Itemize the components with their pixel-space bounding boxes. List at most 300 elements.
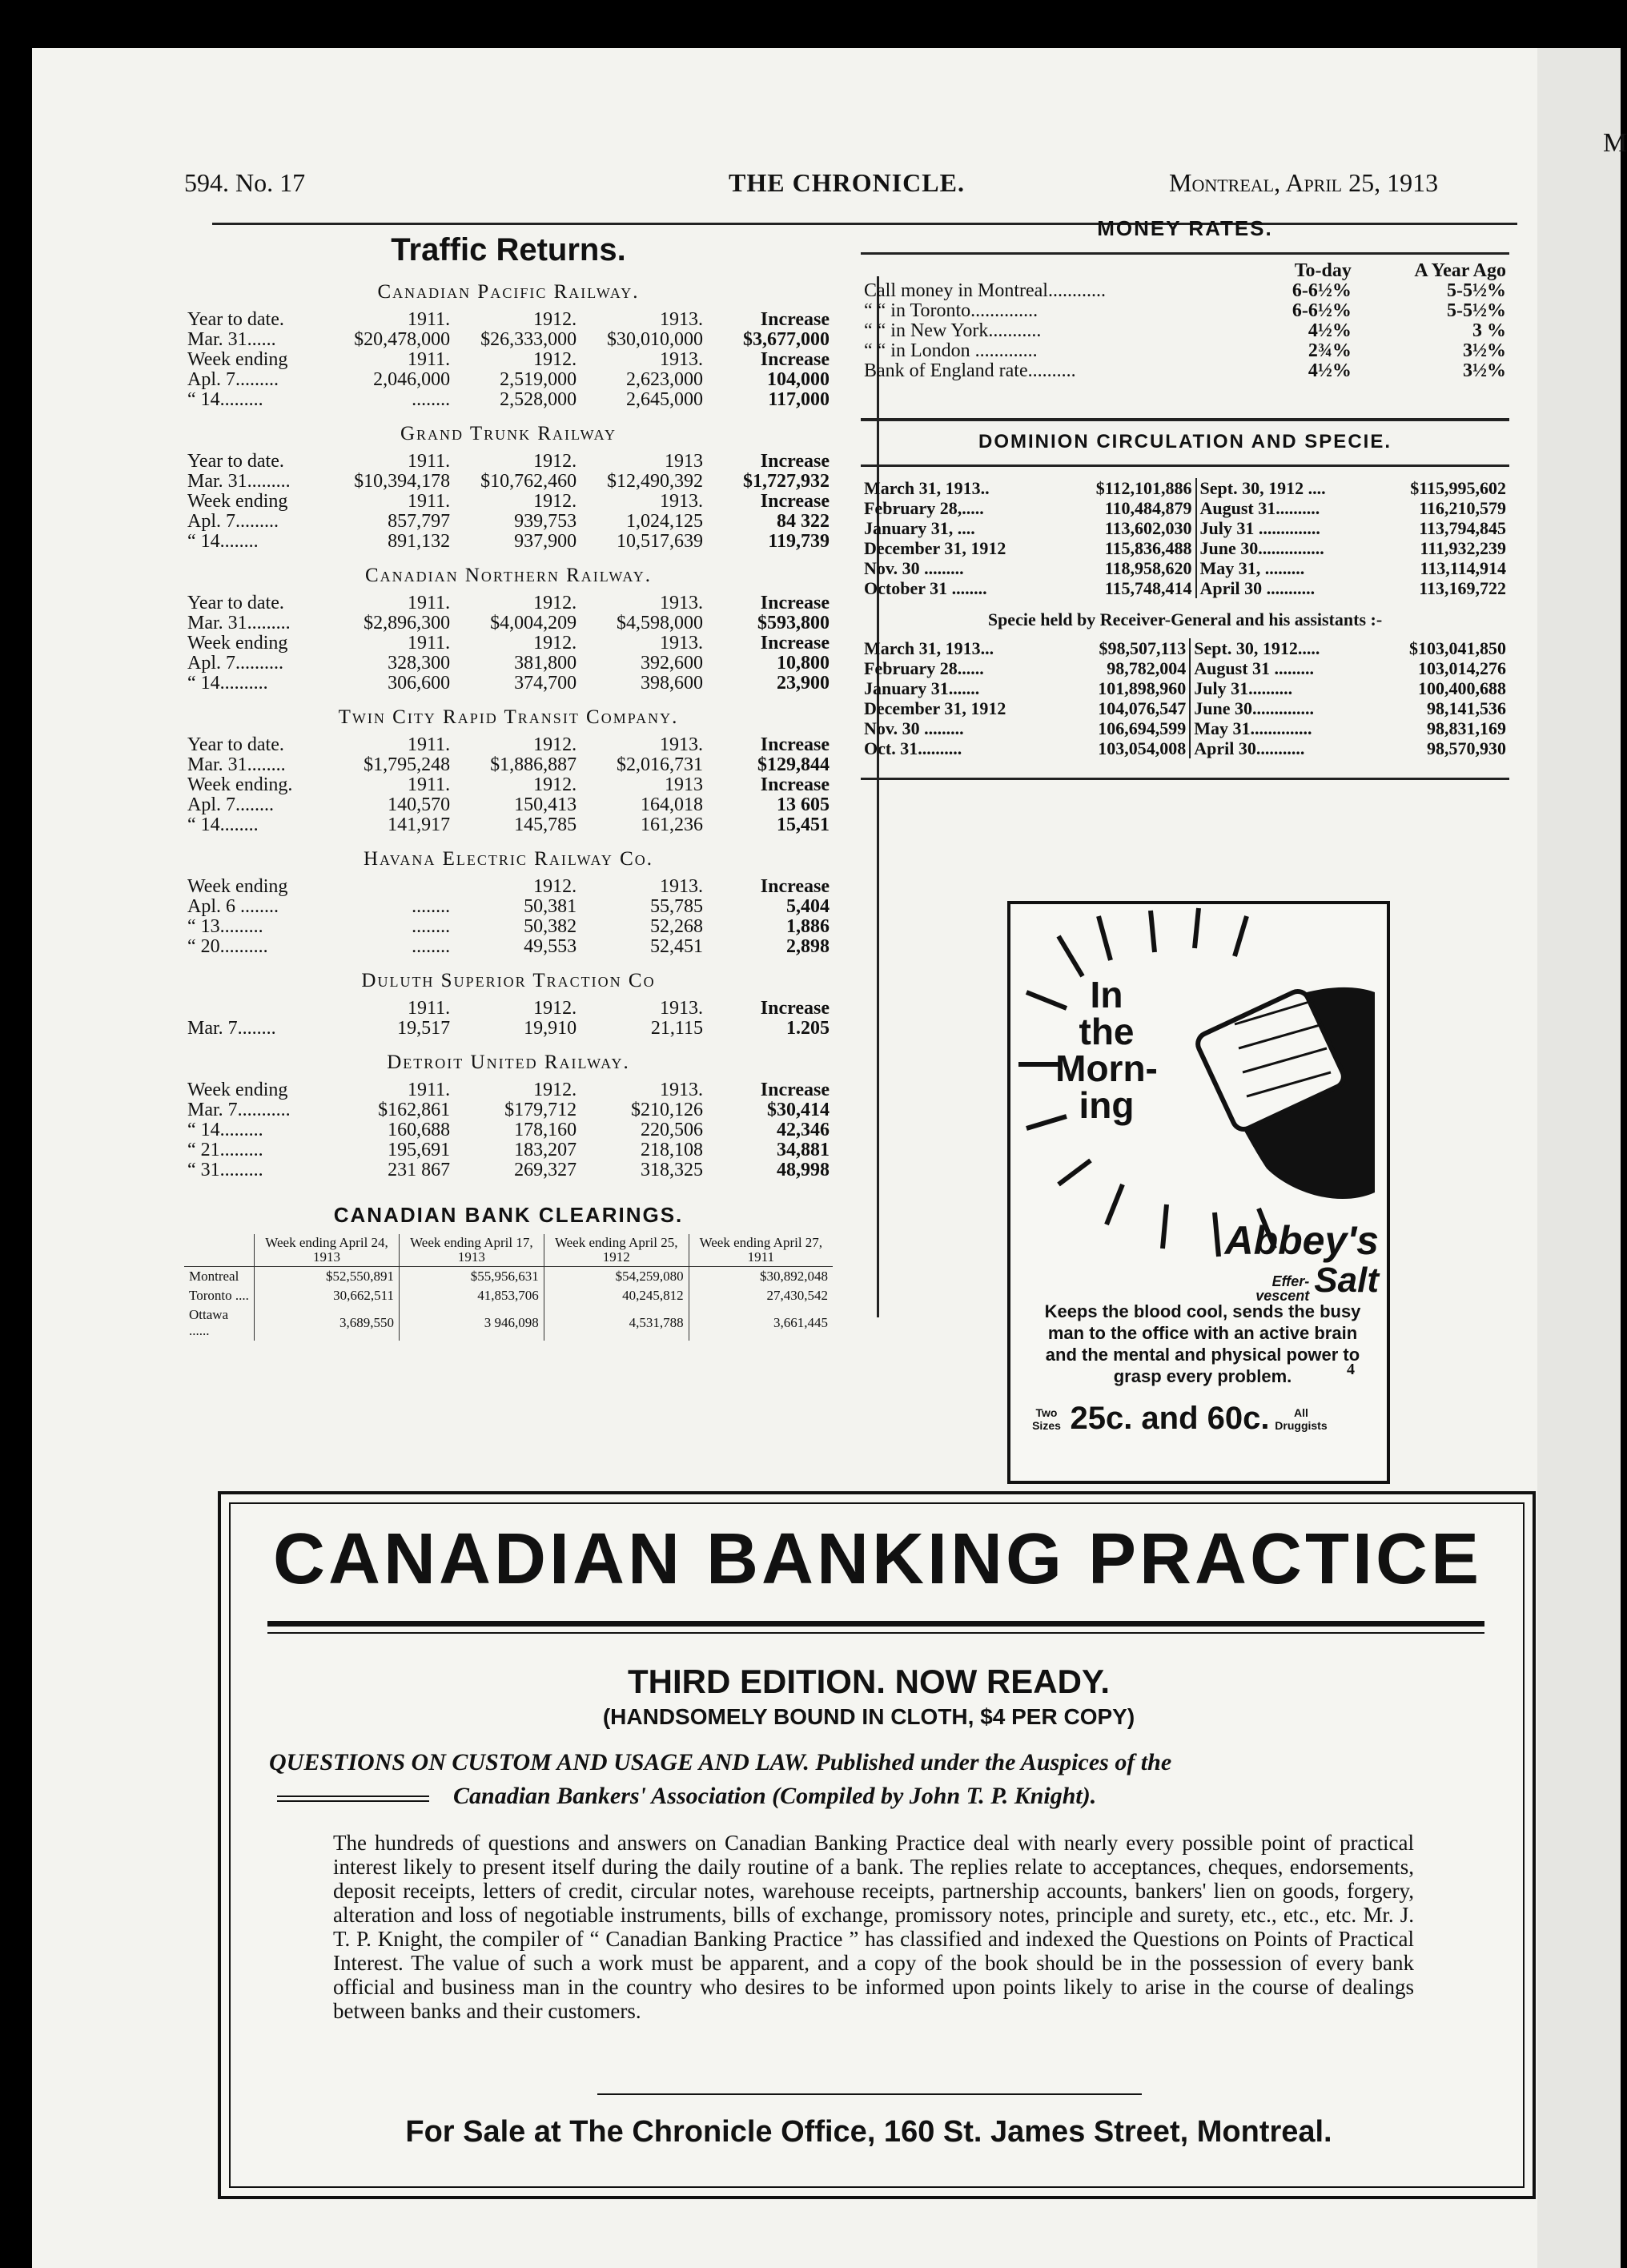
table-cell: Week ending bbox=[187, 876, 288, 897]
table-row bbox=[184, 350, 833, 370]
table-row bbox=[184, 1267, 833, 1287]
table-cell: March 31, 1913.. bbox=[864, 478, 990, 498]
table-cell: 218,108 bbox=[641, 1140, 703, 1160]
clearings-table bbox=[184, 1234, 833, 1341]
table-row bbox=[184, 370, 833, 390]
table-cell: $1,886,887 bbox=[490, 754, 577, 775]
table-cell: Sept. 30, 1912..... bbox=[1190, 638, 1369, 658]
table-cell: 398,600 bbox=[641, 673, 703, 694]
masthead-title: THE CHRONICLE. bbox=[729, 168, 965, 197]
table-row bbox=[184, 735, 833, 755]
table-cell: Year to date. bbox=[187, 451, 284, 472]
table-cell: “ 14......... bbox=[187, 389, 263, 410]
table-cell: 5-5½% bbox=[1447, 280, 1506, 301]
table-cell: Week ending bbox=[187, 491, 288, 512]
column-header: Week ending April 17, 1913 bbox=[399, 1234, 544, 1267]
table-cell: 1912. bbox=[533, 633, 577, 653]
table-cell: 1912. bbox=[533, 998, 577, 1019]
table-cell: 160,688 bbox=[388, 1120, 451, 1140]
table-row bbox=[184, 1305, 833, 1341]
table-cell: 55,785 bbox=[650, 896, 703, 917]
table-cell: 1911. bbox=[408, 593, 451, 613]
table-cell: ........ bbox=[412, 936, 451, 957]
table-row bbox=[184, 512, 833, 532]
table-cell: $1,727,932 bbox=[743, 471, 830, 492]
railway-table bbox=[184, 735, 833, 835]
table-cell: 42,346 bbox=[777, 1120, 830, 1140]
railway-name: Grand Trunk Railway bbox=[400, 423, 617, 444]
table-cell: “ 20.......... bbox=[187, 936, 268, 957]
table-cell: Increase bbox=[760, 876, 830, 897]
table-cell: 1912. bbox=[533, 1080, 577, 1100]
table-cell: 1911. bbox=[408, 998, 451, 1019]
table-cell: $30,892,048 bbox=[689, 1267, 833, 1287]
table-cell: 141,917 bbox=[388, 814, 451, 835]
table-cell: 115,836,488 bbox=[1104, 538, 1192, 558]
money-rule bbox=[861, 252, 1509, 255]
table-row bbox=[861, 678, 1509, 698]
table-cell: $3,677,000 bbox=[743, 329, 830, 350]
table-cell: “ “ in London ............. bbox=[864, 340, 1038, 361]
column-header: Week ending April 25, 1912 bbox=[544, 1234, 689, 1267]
railway-name: Canadian Pacific Railway. bbox=[377, 281, 640, 303]
railway-name: Duluth Superior Traction Co bbox=[361, 970, 656, 991]
table-cell: 103,014,276 bbox=[1418, 658, 1506, 678]
table-cell: 2,046,000 bbox=[373, 369, 451, 390]
table-cell: 10,800 bbox=[777, 653, 830, 674]
circulation-title: DOMINION CIRCULATION AND SPECIE. bbox=[978, 431, 1392, 452]
ad-brand: Abbey's Effer- vescent Salt bbox=[1224, 1218, 1379, 1304]
column-header: Week ending April 27, 1911 bbox=[689, 1234, 833, 1267]
table-cell: “ 13......... bbox=[187, 916, 263, 937]
table-cell: Apl. 7......... bbox=[187, 511, 279, 532]
railway-name: Detroit United Railway. bbox=[387, 1052, 630, 1073]
table-cell: $593,800 bbox=[757, 613, 830, 633]
table-cell: Toronto .... bbox=[189, 1288, 249, 1303]
table-cell: 15,451 bbox=[777, 814, 830, 835]
table-cell: 1911. bbox=[408, 451, 451, 472]
table-row bbox=[184, 1100, 833, 1120]
table-row bbox=[184, 653, 833, 674]
money-rates-table bbox=[861, 261, 1509, 381]
table-cell: Oct. 31.......... bbox=[864, 738, 962, 758]
table-row bbox=[184, 937, 833, 957]
table-row bbox=[184, 674, 833, 694]
table-cell: 2,645,000 bbox=[626, 389, 703, 410]
table-row bbox=[861, 698, 1509, 718]
table-cell: Year to date. bbox=[187, 309, 284, 330]
table-cell: Sept. 30, 1912 .... bbox=[1196, 478, 1373, 498]
table-cell: 10,517,639 bbox=[617, 531, 703, 552]
table-cell: February 28...... bbox=[864, 658, 984, 678]
book-title: CANADIAN BANKING PRACTICE bbox=[273, 1519, 1482, 1599]
table-cell: Bank of England rate.......... bbox=[864, 360, 1076, 381]
table-cell: $129,844 bbox=[757, 754, 830, 775]
railway-table bbox=[184, 1080, 833, 1180]
table-cell: “ 14........ bbox=[187, 531, 259, 552]
table-cell: 113,114,914 bbox=[1420, 558, 1506, 578]
table-cell: Apl. 7.......... bbox=[187, 653, 283, 674]
specie-title: Specie held by Receiver-General and his assistants :- bbox=[987, 609, 1383, 629]
column-header: Week ending April 24, 1913 bbox=[255, 1234, 400, 1267]
table-row bbox=[861, 658, 1509, 678]
table-cell: 1912. bbox=[533, 774, 577, 795]
table-row bbox=[184, 917, 833, 937]
table-cell: Week ending bbox=[187, 1080, 288, 1100]
table-row bbox=[184, 633, 833, 653]
table-row bbox=[184, 472, 833, 492]
ad-price-line: Two Sizes 25c. and 60c. All Druggists bbox=[1032, 1401, 1328, 1436]
table-cell: Week ending. bbox=[187, 774, 293, 795]
table-cell: 220,506 bbox=[641, 1120, 703, 1140]
table-cell: 98,141,536 bbox=[1427, 698, 1506, 718]
table-cell: 1912. bbox=[533, 349, 577, 370]
table-cell: 116,210,579 bbox=[1419, 498, 1506, 518]
table-row bbox=[184, 1080, 833, 1100]
footer-rule bbox=[597, 2093, 1142, 2095]
table-cell: 1911. bbox=[408, 774, 451, 795]
table-cell: 41,853,706 bbox=[399, 1286, 544, 1305]
railway-table bbox=[184, 452, 833, 552]
table-cell: 374,700 bbox=[514, 673, 577, 694]
traffic-returns-title: Traffic Returns. bbox=[391, 232, 626, 267]
table-cell: $26,333,000 bbox=[480, 329, 577, 350]
table-row bbox=[861, 301, 1509, 321]
table-cell: 111,932,239 bbox=[1420, 538, 1506, 558]
table-cell: 1912. bbox=[533, 451, 577, 472]
table-cell: Mar. 7........... bbox=[187, 1100, 291, 1120]
table-cell: April 30 ........... bbox=[1196, 578, 1373, 598]
table-cell: Mar. 31......... bbox=[187, 471, 291, 492]
table-cell: 140,570 bbox=[388, 794, 451, 815]
specie-table bbox=[861, 638, 1509, 758]
table-cell: 1,886 bbox=[786, 916, 830, 937]
table-cell: 1911. bbox=[408, 633, 451, 653]
table-cell bbox=[327, 877, 453, 897]
table-row bbox=[184, 999, 833, 1019]
table-cell: $2,016,731 bbox=[617, 754, 703, 775]
table-cell: 164,018 bbox=[641, 794, 703, 815]
table-cell: April 30........... bbox=[1190, 738, 1369, 758]
table-cell: 3 % bbox=[1472, 320, 1506, 341]
table-cell: 1911. bbox=[408, 349, 451, 370]
table-cell: July 31.......... bbox=[1190, 678, 1369, 698]
table-cell: 1911. bbox=[408, 491, 451, 512]
table-cell bbox=[184, 999, 327, 1019]
table-cell: 115,748,414 bbox=[1104, 578, 1192, 598]
book-subtitle-2: Canadian Bankers' Association (Compiled by John T. P. Knight). bbox=[453, 1783, 1097, 1809]
table-cell: 1913. bbox=[660, 998, 703, 1019]
banking-practice-ad bbox=[218, 1491, 1536, 2199]
dateline: Montreal, April 25, 1913 bbox=[1169, 168, 1439, 197]
table-cell: January 31....... bbox=[864, 678, 980, 698]
railway-table bbox=[184, 310, 833, 410]
table-cell: January 31, .... bbox=[864, 518, 975, 538]
table-cell: 1913. bbox=[660, 633, 703, 653]
table-cell: 891,132 bbox=[388, 531, 451, 552]
table-cell: 3 946,098 bbox=[399, 1305, 544, 1341]
table-row bbox=[184, 775, 833, 795]
book-edition: THIRD EDITION. NOW READY. bbox=[627, 1663, 1110, 1700]
table-cell: “ “ in Toronto.............. bbox=[864, 300, 1038, 321]
table-row bbox=[184, 1286, 833, 1305]
table-cell: 2,623,000 bbox=[626, 369, 703, 390]
table-row bbox=[184, 815, 833, 835]
table-row bbox=[861, 478, 1509, 498]
table-cell: $12,490,392 bbox=[607, 471, 703, 492]
book-footer: For Sale at The Chronicle Office, 160 St. James Street, Montreal. bbox=[405, 2115, 1332, 2149]
table-cell: 1913 bbox=[665, 451, 703, 472]
table-cell: 1913. bbox=[660, 593, 703, 613]
table-row bbox=[184, 1120, 833, 1140]
table-cell: 118,958,620 bbox=[1104, 558, 1192, 578]
table-cell: 381,800 bbox=[514, 653, 577, 674]
table-cell: 50,382 bbox=[524, 916, 577, 937]
column-header bbox=[184, 1234, 255, 1267]
page-number: 594. No. 17 bbox=[184, 168, 306, 197]
table-cell: 1912. bbox=[533, 734, 577, 755]
col-today: To-day bbox=[1294, 260, 1352, 281]
table-cell: 231 867 bbox=[388, 1160, 451, 1180]
table-cell: $30,010,000 bbox=[607, 329, 703, 350]
table-row bbox=[184, 1019, 833, 1039]
table-cell: “ 14........ bbox=[187, 814, 259, 835]
table-cell: February 28,..... bbox=[864, 498, 984, 518]
table-cell: 1913. bbox=[660, 491, 703, 512]
table-cell: 106,694,599 bbox=[1098, 718, 1187, 738]
table-cell: $30,414 bbox=[767, 1100, 830, 1120]
table-cell: 98,570,930 bbox=[1427, 738, 1506, 758]
table-cell: 392,600 bbox=[641, 653, 703, 674]
money-rates-title: MONEY RATES. bbox=[1097, 216, 1273, 240]
table-cell: 19,910 bbox=[524, 1018, 577, 1039]
table-cell: December 31, 1912 bbox=[864, 698, 1006, 718]
table-cell: 50,381 bbox=[524, 896, 577, 917]
railway-table bbox=[184, 877, 833, 957]
table-row bbox=[861, 321, 1509, 341]
table-row bbox=[861, 558, 1509, 578]
ad-tagline: In the Morn- ing bbox=[1055, 974, 1158, 1126]
table-row bbox=[184, 897, 833, 917]
table-cell: 195,691 bbox=[388, 1140, 451, 1160]
table-cell: May 31.............. bbox=[1190, 718, 1369, 738]
table-cell: 1913 bbox=[665, 774, 703, 795]
table-cell: 19,517 bbox=[397, 1018, 451, 1039]
adjacent-page-edge: M bbox=[1537, 48, 1621, 2268]
table-cell: 145,785 bbox=[514, 814, 577, 835]
table-cell: 4½% bbox=[1308, 360, 1352, 381]
table-cell: Increase bbox=[760, 309, 830, 330]
table-cell: 104,076,547 bbox=[1098, 698, 1187, 718]
railway-table bbox=[184, 999, 833, 1039]
railway-name: Havana Electric Railway Co. bbox=[363, 848, 654, 870]
table-cell: 1913. bbox=[660, 734, 703, 755]
specie-rule bbox=[861, 778, 1509, 780]
abbeys-salt-ad bbox=[1007, 901, 1390, 1484]
table-cell: 2¾% bbox=[1308, 340, 1352, 361]
subtitle-rule bbox=[277, 1796, 429, 1802]
table-row bbox=[184, 795, 833, 815]
table-cell: 3½% bbox=[1463, 340, 1506, 361]
table-row bbox=[184, 877, 833, 897]
table-cell: $52,550,891 bbox=[255, 1267, 400, 1287]
table-cell: 2,519,000 bbox=[500, 369, 577, 390]
circ-rule bbox=[861, 464, 1509, 467]
table-cell: Increase bbox=[760, 1080, 830, 1100]
table-cell: Increase bbox=[760, 349, 830, 370]
railway-name: Canadian Northern Railway. bbox=[364, 565, 653, 586]
table-cell: Increase bbox=[760, 774, 830, 795]
table-cell: 183,207 bbox=[514, 1140, 577, 1160]
table-cell: 5,404 bbox=[786, 896, 830, 917]
table-cell: Increase bbox=[760, 998, 830, 1019]
table-cell: 161,236 bbox=[641, 814, 703, 835]
table-cell: Mar. 31........ bbox=[187, 754, 286, 775]
table-row bbox=[184, 310, 833, 330]
table-cell: 48,998 bbox=[777, 1160, 830, 1180]
table-cell: 52,451 bbox=[650, 936, 703, 957]
table-cell: 98,782,004 bbox=[1107, 658, 1187, 678]
clearings-title: CANADIAN BANK CLEARINGS. bbox=[333, 1203, 684, 1227]
table-row bbox=[184, 492, 833, 512]
table-cell: 21,115 bbox=[650, 1018, 703, 1039]
book-binding: (HANDSOMELY BOUND IN CLOTH, $4 PER COPY) bbox=[602, 1704, 1135, 1729]
table-cell: 98,831,169 bbox=[1427, 718, 1506, 738]
table-cell: 328,300 bbox=[388, 653, 451, 674]
table-cell: $4,598,000 bbox=[617, 613, 703, 633]
table-cell: $162,861 bbox=[378, 1100, 451, 1120]
table-row bbox=[861, 638, 1509, 658]
title-bar bbox=[267, 1621, 1484, 1627]
table-cell: Increase bbox=[760, 593, 830, 613]
ad-number: 4 bbox=[1347, 1361, 1355, 1378]
table-cell: 857,797 bbox=[388, 511, 451, 532]
table-cell: $10,394,178 bbox=[354, 471, 451, 492]
table-cell: 1913. bbox=[660, 309, 703, 330]
table-cell: Year to date. bbox=[187, 593, 284, 613]
table-cell: ........ bbox=[412, 389, 451, 410]
right-column bbox=[861, 216, 1509, 786]
table-cell: 101,898,960 bbox=[1098, 678, 1187, 698]
table-cell: Increase bbox=[760, 734, 830, 755]
table-cell: $1,795,248 bbox=[364, 754, 451, 775]
table-cell: Apl. 6 ........ bbox=[187, 896, 279, 917]
table-cell: 1913. bbox=[660, 1080, 703, 1100]
table-cell: Week ending bbox=[187, 349, 288, 370]
table-cell: $98,507,113 bbox=[1099, 638, 1187, 658]
table-row bbox=[184, 330, 833, 350]
table-cell: 113,602,030 bbox=[1104, 518, 1192, 538]
table-row bbox=[861, 538, 1509, 558]
circ-rule-top bbox=[861, 418, 1509, 421]
table-cell: “ 31......... bbox=[187, 1160, 263, 1180]
table-cell: August 31.......... bbox=[1196, 498, 1373, 518]
table-cell: Ottawa ...... bbox=[189, 1307, 229, 1338]
table-row bbox=[184, 593, 833, 613]
table-cell: 113,794,845 bbox=[1419, 518, 1506, 538]
table-cell: 49,553 bbox=[524, 936, 577, 957]
table-cell: “ 21......... bbox=[187, 1140, 263, 1160]
railway-table bbox=[184, 593, 833, 694]
table-row bbox=[184, 755, 833, 775]
table-row bbox=[184, 1140, 833, 1160]
table-cell: 100,400,688 bbox=[1418, 678, 1506, 698]
ad-copy: Keeps the blood cool, sends the busy man to the office with an active brain and the mental and physical power to grasp every problem. bbox=[1044, 1301, 1361, 1386]
table-cell: 1911. bbox=[408, 309, 451, 330]
table-row bbox=[861, 341, 1509, 361]
table-cell: Mar. 31......... bbox=[187, 613, 291, 633]
table-cell: 117,000 bbox=[768, 389, 830, 410]
table-cell: 110,484,879 bbox=[1104, 498, 1192, 518]
table-cell: ........ bbox=[412, 896, 451, 917]
table-row bbox=[861, 281, 1509, 301]
table-cell: 3,689,550 bbox=[255, 1305, 400, 1341]
table-cell: 1913. bbox=[660, 876, 703, 897]
table-cell: 103,054,008 bbox=[1098, 738, 1187, 758]
table-cell: $20,478,000 bbox=[354, 329, 451, 350]
table-cell: 3,661,445 bbox=[689, 1305, 833, 1341]
table-cell: 119,739 bbox=[768, 531, 830, 552]
table-cell: $210,126 bbox=[631, 1100, 703, 1120]
table-cell: 6-6½% bbox=[1292, 300, 1352, 321]
table-cell: Apl. 7......... bbox=[187, 369, 279, 390]
table-cell: May 31, ......... bbox=[1196, 558, 1373, 578]
title-bar-thin bbox=[267, 1632, 1484, 1634]
table-cell: ........ bbox=[412, 916, 451, 937]
table-cell: 269,327 bbox=[514, 1160, 577, 1180]
table-row bbox=[861, 578, 1509, 598]
table-row bbox=[861, 498, 1509, 518]
table-cell: 178,160 bbox=[514, 1120, 577, 1140]
table-cell: Nov. 30 ......... bbox=[864, 558, 964, 578]
table-cell: 1912. bbox=[533, 491, 577, 512]
table-cell: 939,753 bbox=[514, 511, 577, 532]
table-row bbox=[184, 613, 833, 633]
table-cell: $103,041,850 bbox=[1409, 638, 1506, 658]
table-cell: June 30............... bbox=[1196, 538, 1373, 558]
table-cell: “ 14.......... bbox=[187, 673, 268, 694]
table-cell: Mar. 31...... bbox=[187, 329, 276, 350]
table-cell: $55,956,631 bbox=[399, 1267, 544, 1287]
table-cell: 318,325 bbox=[641, 1160, 703, 1180]
table-cell: Increase bbox=[760, 491, 830, 512]
table-cell: $10,762,460 bbox=[480, 471, 577, 492]
table-cell: March 31, 1913... bbox=[864, 638, 994, 658]
table-cell: 3½% bbox=[1463, 360, 1506, 381]
table-row bbox=[861, 718, 1509, 738]
table-cell: 52,268 bbox=[650, 916, 703, 937]
table-cell: “ 14......... bbox=[187, 1120, 263, 1140]
table-cell: Mar. 7........ bbox=[187, 1018, 276, 1039]
table-row bbox=[184, 390, 833, 410]
table-cell: August 31 ......... bbox=[1190, 658, 1369, 678]
table-cell: December 31, 1912 bbox=[864, 538, 1006, 558]
railway-name: Twin City Rapid Transit Company. bbox=[338, 706, 679, 728]
traffic-returns-section bbox=[184, 232, 833, 1341]
table-cell: 84 322 bbox=[777, 511, 830, 532]
table-cell: 1912. bbox=[533, 593, 577, 613]
circulation-table bbox=[861, 478, 1509, 598]
table-cell: July 31 .............. bbox=[1196, 518, 1373, 538]
table-cell: $54,259,080 bbox=[544, 1267, 689, 1287]
table-cell: Nov. 30 ......... bbox=[864, 718, 964, 738]
table-cell: $4,004,209 bbox=[490, 613, 577, 633]
table-cell: “ “ in New York........... bbox=[864, 320, 1042, 341]
col-year-ago: A Year Ago bbox=[1414, 260, 1506, 281]
table-cell: Week ending bbox=[187, 633, 288, 653]
table-cell: 34,881 bbox=[777, 1140, 830, 1160]
table-cell: 13 605 bbox=[777, 794, 830, 815]
